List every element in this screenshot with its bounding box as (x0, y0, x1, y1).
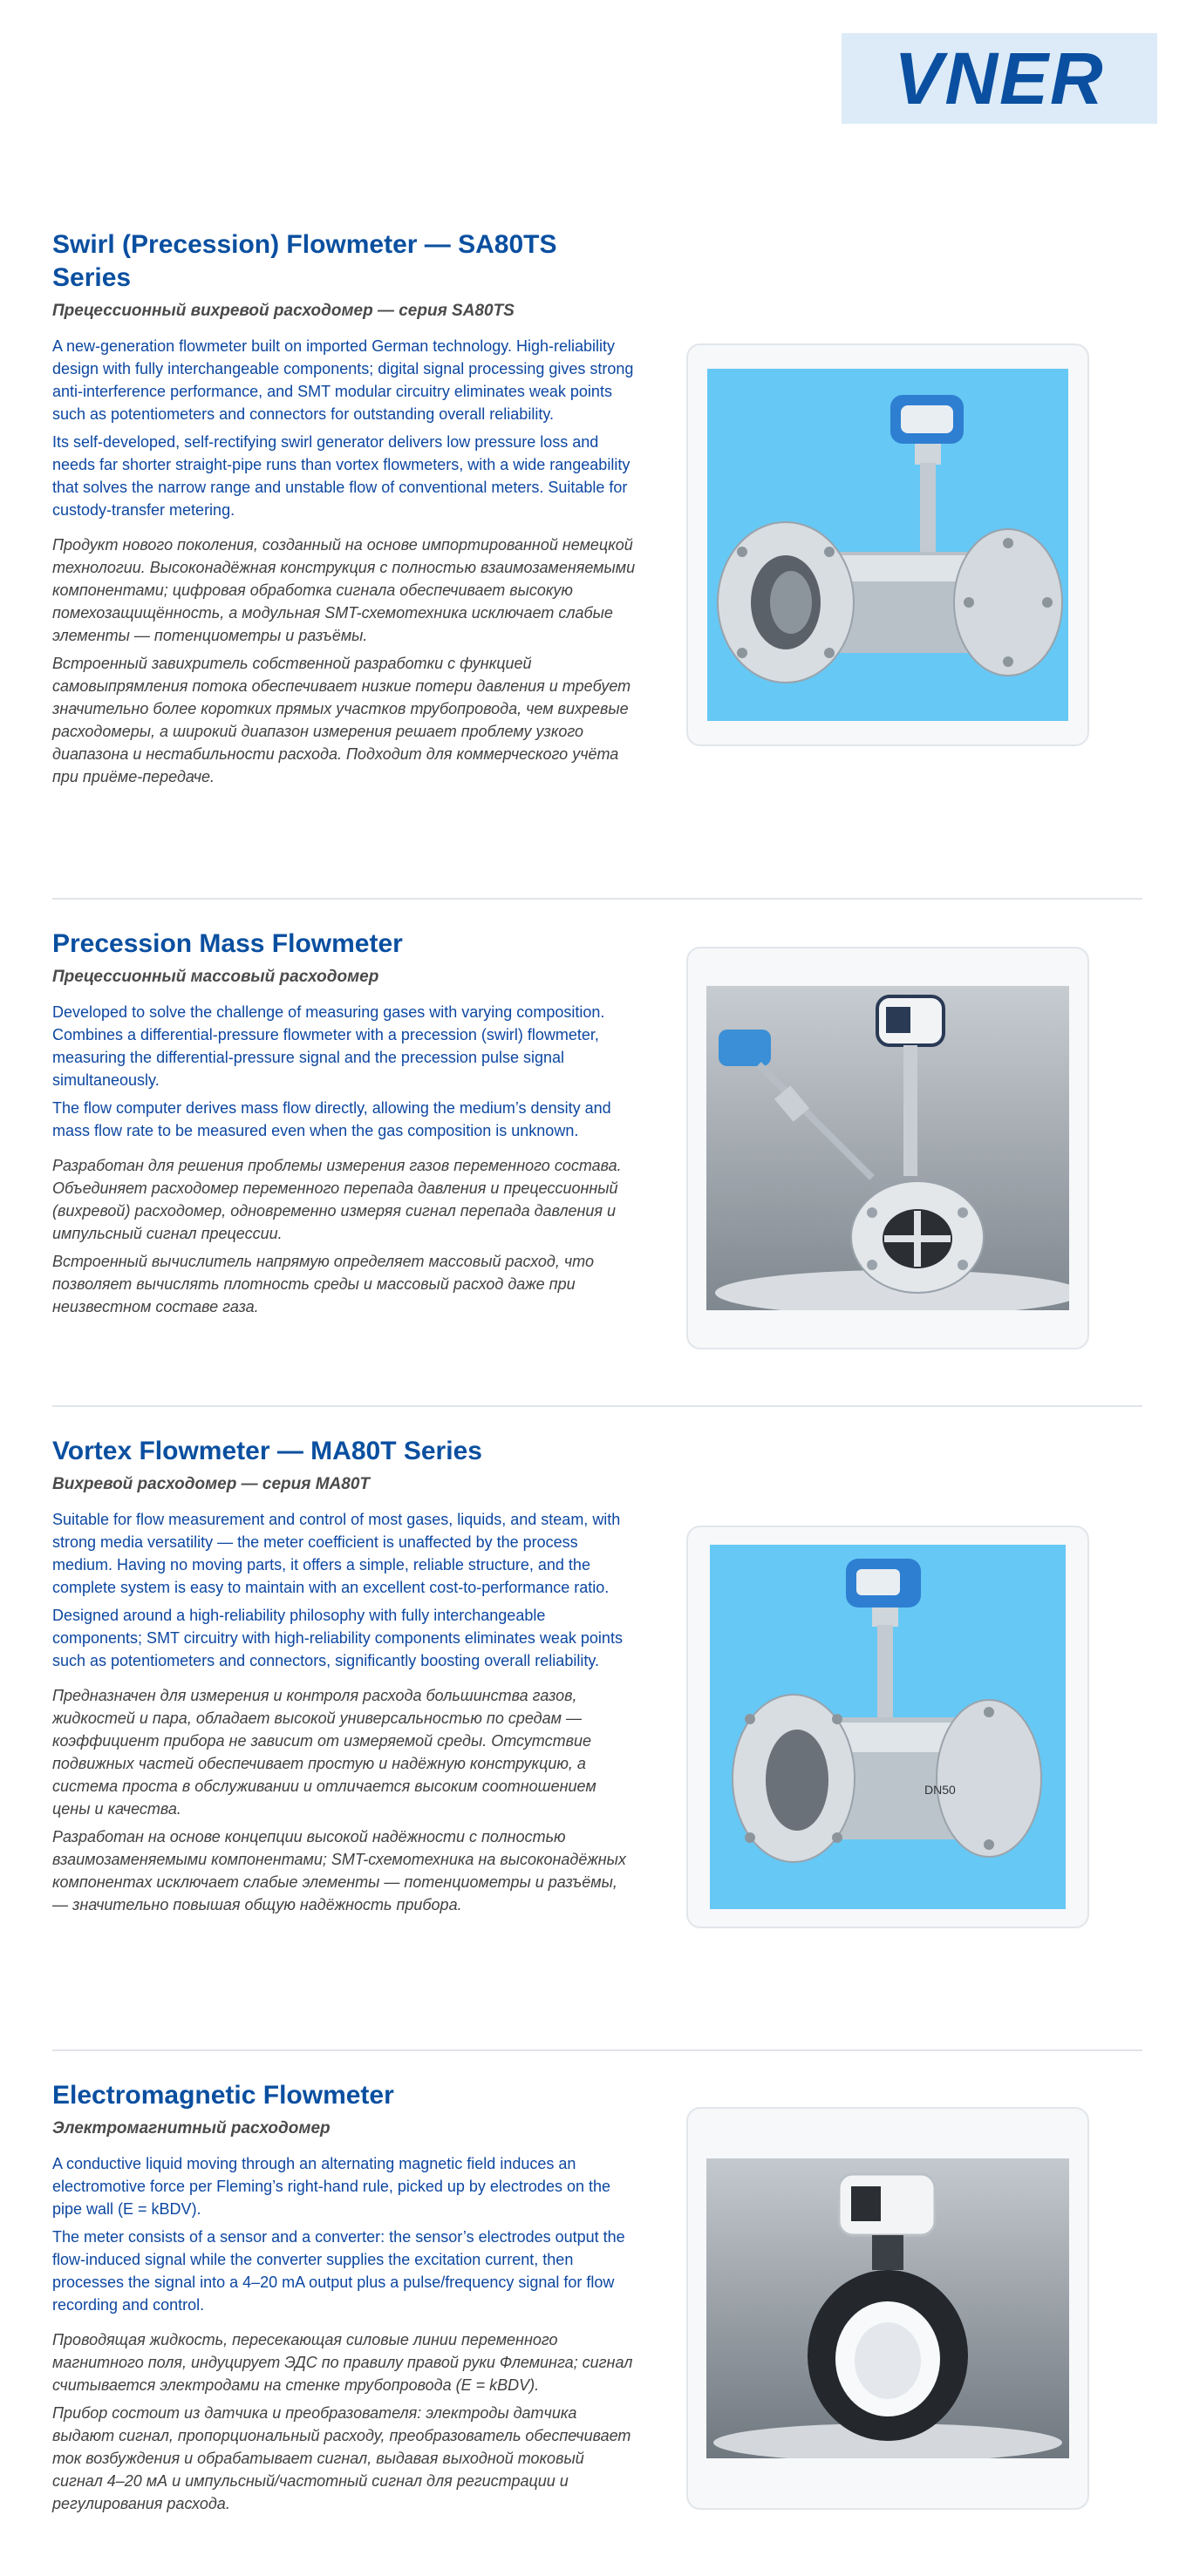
description-ru: Разработан для решения проблемы измерения газов переменного состава. Объединяет расходомер переменного перепада давления и прецессионный (вихревой) расходомер, одновременно измеряя сигнал перепада давления и импульсный сигнал прецессии. (52, 1157, 622, 1242)
description-en: Its self-developed, self-rectifying swirl generator delivers low pressure loss and needs far shorter straight-pipe runs than vortex flowmeters, with a wide rangeability that solves the narrow range and unstable flow of conventional meters. Suitable for custody-transfer metering. (52, 433, 630, 519)
description-en: Suitable for flow measurement and control of most gases, liquids, and steam, with strong media versatility — the meter coefficient is unaffected by the process medium. Having no moving parts, it offers a simple, reliable structure, and the complete system is easy to maintain with an excellent cost-to-performance ratio. (52, 1511, 621, 1596)
product-subtitle: Вихревой расходомер — серия MA80T (52, 1475, 370, 1493)
description-ru: Продукт нового поколения, созданный на основе импортированной немецкой технологии. Высоконадёжная конструкция с полностью взаимозаменяемыми компонентами; цифровая обработка сигнала обеспечивает высокую помехозащищённость, а модульная SMT-схемотехника исключает слабые элементы — потенциометры и разъёмы. (52, 536, 636, 644)
product-image-card (686, 1526, 1089, 1928)
section-divider (52, 898, 1142, 900)
description-ru: Встроенный завихритель собственной разработки с функцией самовыпрямления потока обеспечивает низкие потери давления и требует значительно более коротких прямых участков трубопровода, чем вихревые расходомеры, а широкий диапазон измерения решает проблему узкого диапазона и нестабильности расхода. Подходит для коммерческого учёта при приёме-передаче. (52, 655, 631, 785)
precession-mass-flowmeter-photo-icon (706, 986, 1069, 1310)
description-ru: Встроенный вычислитель напрямую определяет массовый расход, что позволяет вычислять плотность среды и массовый расход даже при неизвестном составе газа. (52, 1253, 594, 1315)
description-en: A conductive liquid moving through an alternating magnetic field induces an electromotive force per Fleming’s right-hand rule, picked up by electrodes on the pipe wall (E = kBDV). (52, 2155, 611, 2218)
description-en: Developed to solve the challenge of measuring gases with varying composition. Combines a differential-pressure flowmeter with a precession (swirl) flowmeter, measuring the differential-pressure signal and the precession pulse signal simultaneously. (52, 1003, 605, 1089)
product-image-card (686, 2107, 1089, 2510)
product-text (52, 928, 637, 1318)
description-ru: Разработан на основе концепции высокой надёжности с полностью взаимозаменяемыми компонентами; SMT-схемотехника на высоконадёжных компонентах исключает слабые элементы — потенциометры и разъёмы, — значительно повышая общую надёжность прибора. (52, 1828, 626, 1913)
description-en: Designed around a high-reliability philosophy with fully interchangeable components; SMT circuitry with high-reliability components eliminates weak points such as potentiometers and connectors, significantly boosting overall reliability. (52, 1607, 623, 1669)
swirl-flowmeter-photo-icon (707, 369, 1068, 721)
product-subtitle: Прецессионный массовый расходомер (52, 968, 379, 986)
section-divider (52, 2049, 1142, 2051)
description-ru: Предназначен для измерения и контроля расхода большинства газов, жидкостей и пара, обладает высокой универсальностью по средам — коэффициент прибора не зависит от измеряемой среды. Отсутствие подвижных частей обеспечивает простую и надёжную конструкцию, а система проста в обслуживании и отличается высоким соотношением цены и качества. (52, 1687, 596, 1818)
product-text (52, 2079, 637, 2515)
electromagnetic-flowmeter-photo-icon (706, 2158, 1069, 2458)
description-ru: Проводящая жидкость, пересекающая силовые линии переменного магнитного поля, индуцирует ЭДС по правилу правой руки Флеминга; сигнал считывается электродами на стенке трубопровода (E = kBDV). (52, 2331, 633, 2394)
product-image-card (686, 343, 1089, 746)
product-title: Swirl (Precession) Flowmeter — SA80TS Series (52, 230, 557, 292)
product-subtitle: Электромагнитный расходомер (52, 2119, 331, 2138)
dn-label: DN50 (924, 1783, 956, 1797)
brand-logo[interactable] (842, 33, 1157, 124)
product-title: Electromagnetic Flowmeter (52, 2081, 394, 2110)
description-en: The meter consists of a sensor and a converter: the sensor’s electrodes output the flow-induced signal while the converter supplies the excitation current, then processes the signal into a 4–20 mA output plus a pulse/frequency signal for flow recording and control. (52, 2228, 625, 2314)
section-divider (52, 1405, 1142, 1407)
description-en: The flow computer derives mass flow directly, allowing the medium’s density and mass flow rate to be measured even when the gas composition is unknown. (52, 1099, 611, 1139)
vortex-flowmeter-photo-icon (710, 1545, 1066, 1909)
product-text (52, 228, 637, 788)
product-title: Vortex Flowmeter — MA80T Series (52, 1437, 482, 1465)
product-text (52, 1435, 637, 1916)
product-title: Precession Mass Flowmeter (52, 929, 403, 958)
brand-logo-text: VNER (894, 37, 1105, 119)
description-en: A new-generation flowmeter built on imported German technology. High-reliability design with fully interchangeable components; digital signal processing gives strong anti-interference performance, and SMT modular circuitry eliminates weak points such as potentiometers and connectors for outstanding overall reliability. (52, 337, 634, 423)
description-ru: Прибор состоит из датчика и преобразователя: электроды датчика выдают сигнал, пропорциональный расходу, преобразователь обеспечивает ток возбуждения и обрабатывает сигнал, выдавая выходной токовый сигнал 4–20 мА и импульсный/частотный сигнал для регистрации и регулирования расхода. (52, 2404, 631, 2512)
product-subtitle: Прецессионный вихревой расходомер — серия SA80TS (52, 302, 515, 320)
product-image-card (686, 947, 1089, 1349)
